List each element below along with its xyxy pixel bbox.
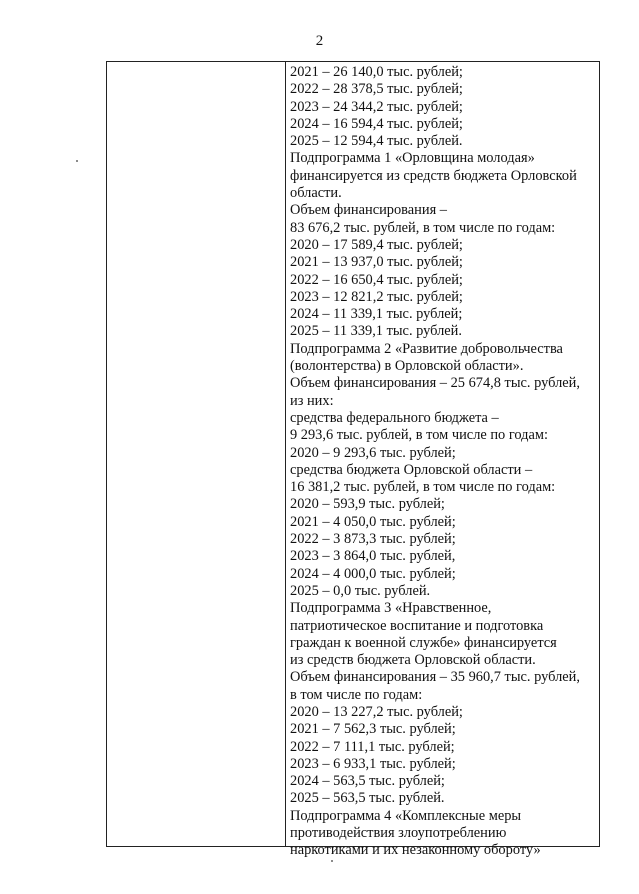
text-line: Подпрограмма 1 «Орловщина молодая» xyxy=(290,150,535,167)
text-line: 2022 – 16 650,4 тыс. рублей; xyxy=(290,271,463,288)
table-right-cell xyxy=(290,64,600,860)
text-line: 2024 – 11 339,1 тыс. рублей; xyxy=(290,306,463,323)
text-line: 2024 – 563,5 тыс. рублей; xyxy=(290,773,445,790)
text-line: 2021 – 7 562,3 тыс. рублей; xyxy=(290,721,456,738)
text-line: патриотическое воспитание и подготовка xyxy=(290,617,544,634)
text-line: 2022 – 3 873,3 тыс. рублей; xyxy=(290,531,456,548)
text-line: 2020 – 13 227,2 тыс. рублей; xyxy=(290,703,463,720)
column-divider xyxy=(285,62,286,846)
text-line: 2023 – 6 933,1 тыс. рублей; xyxy=(290,755,456,772)
text-line: 2020 – 9 293,6 тыс. рублей; xyxy=(290,444,456,461)
text-line: 2025 – 0,0 тыс. рублей. xyxy=(290,582,431,599)
text-line: Подпрограмма 2 «Развитие добровольчества xyxy=(290,340,563,357)
text-line: финансируется из средств бюджета Орловской xyxy=(290,167,577,184)
text-line: Объем финансирования – 25 674,8 тыс. рублей, xyxy=(290,375,580,392)
scan-artifact xyxy=(331,860,333,862)
text-line: из средств бюджета Орловской области. xyxy=(290,652,536,669)
text-line: в том числе по годам: xyxy=(290,686,423,703)
text-line: 2021 – 13 937,0 тыс. рублей; xyxy=(290,254,463,271)
text-line: наркотиками и их незаконному обороту» xyxy=(290,842,541,859)
text-line: 2023 – 12 821,2 тыс. рублей; xyxy=(290,288,463,305)
text-line: 83 676,2 тыс. рублей, в том числе по годам: xyxy=(290,219,556,236)
text-line: 2020 – 593,9 тыс. рублей; xyxy=(290,496,445,513)
text-line: (волонтерства) в Орловской области». xyxy=(290,358,524,375)
page-number: 2 xyxy=(315,33,324,49)
text-line: Объем финансирования – xyxy=(290,202,447,219)
text-line: области. xyxy=(290,185,342,202)
text-line: граждан к военной службе» финансируется xyxy=(290,634,557,651)
text-line: 2023 – 24 344,2 тыс. рублей; xyxy=(290,98,463,115)
text-line: 2024 – 4 000,0 тыс. рублей; xyxy=(290,565,456,582)
text-line: 2025 – 12 594,4 тыс. рублей. xyxy=(290,133,463,150)
text-line: Подпрограмма 4 «Комплексные меры xyxy=(290,807,522,824)
text-line: Объем финансирования – 35 960,7 тыс. рублей, xyxy=(290,669,580,686)
text-line: 16 381,2 тыс. рублей, в том числе по годам: xyxy=(290,479,556,496)
text-line: Подпрограмма 3 «Нравственное, xyxy=(290,600,492,617)
text-line: 2020 – 17 589,4 тыс. рублей; xyxy=(290,236,463,253)
text-line: 2022 – 28 378,5 тыс. рублей; xyxy=(290,81,463,98)
document-table xyxy=(106,61,600,859)
text-line: средства бюджета Орловской области – xyxy=(290,461,533,478)
text-line: противодействия злоупотреблению xyxy=(290,825,507,842)
text-line: 2022 – 7 111,1 тыс. рублей; xyxy=(290,738,455,755)
text-line: 2025 – 11 339,1 тыс. рублей. xyxy=(290,323,462,340)
scan-artifact xyxy=(76,160,78,162)
table-left-cell xyxy=(107,62,285,846)
text-line: 2021 – 26 140,0 тыс. рублей; xyxy=(290,64,463,80)
text-line: 2025 – 563,5 тыс. рублей. xyxy=(290,790,445,807)
text-line: из них: xyxy=(290,392,334,409)
text-line: средства федерального бюджета – xyxy=(290,409,499,426)
text-line: 2024 – 16 594,4 тыс. рублей; xyxy=(290,115,463,132)
text-line: 2023 – 3 864,0 тыс. рублей, xyxy=(290,548,456,565)
text-line: 9 293,6 тыс. рублей, в том числе по годам: xyxy=(290,427,548,444)
text-line: 2021 – 4 050,0 тыс. рублей; xyxy=(290,513,456,530)
